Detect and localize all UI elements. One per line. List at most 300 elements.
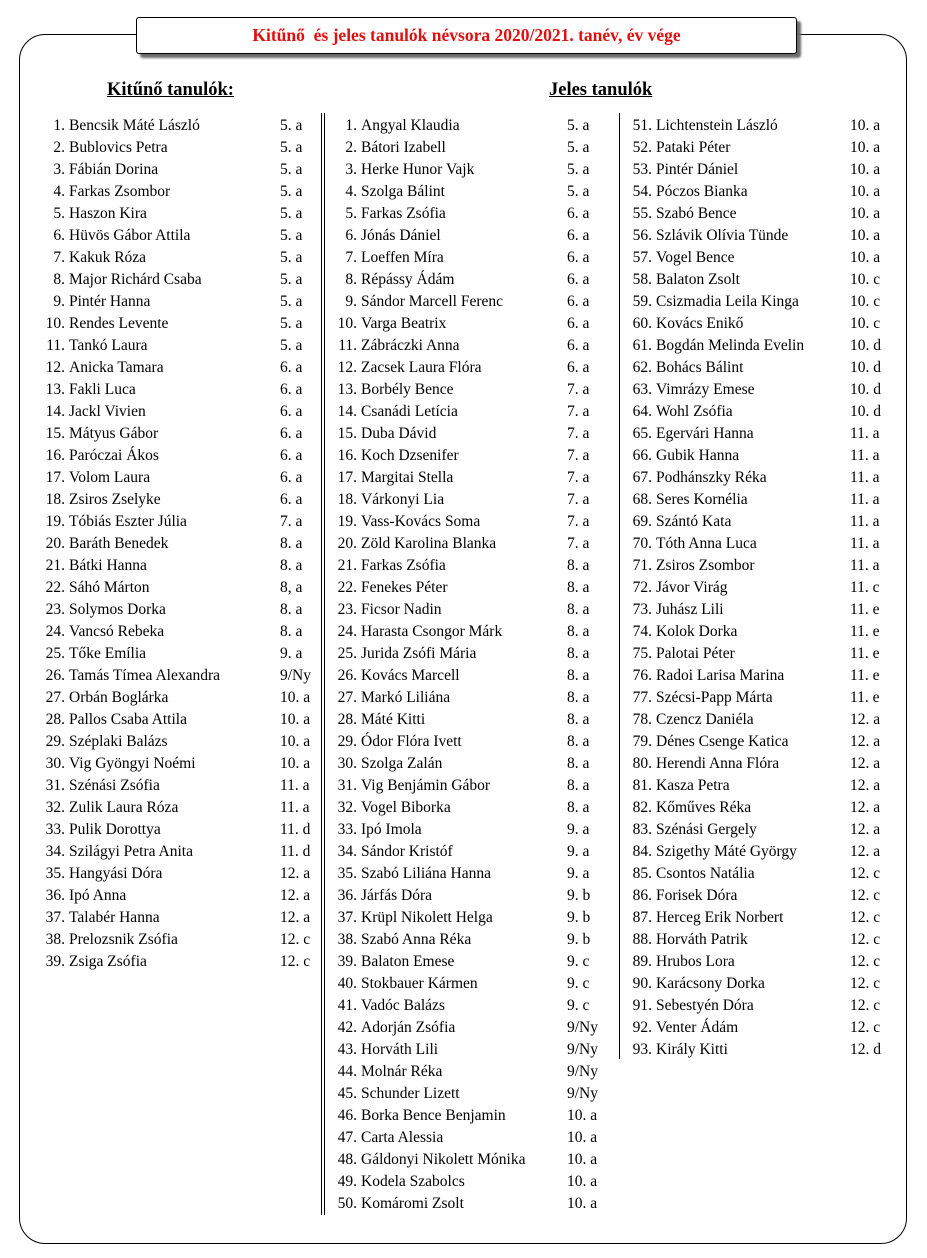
student-class: 8. a: [280, 601, 303, 618]
student-class: 6. a: [280, 359, 303, 376]
list-item: [622, 291, 892, 313]
student-name: Bohács Bálint: [656, 359, 744, 376]
student-name: Major Richárd Csaba: [69, 271, 202, 288]
student-class: 6. a: [280, 425, 303, 442]
student-class: 6. a: [280, 469, 303, 486]
list-item: [622, 379, 892, 401]
student-name: Radoi Larisa Marina: [656, 667, 785, 684]
student-class: 10. d: [850, 403, 881, 420]
student-name: Kovács Enikő: [656, 315, 744, 332]
list-item: [622, 841, 892, 863]
item-number: 70.: [632, 535, 652, 552]
student-class: 11. a: [850, 447, 880, 464]
item-number: 5.: [53, 205, 65, 222]
list-item: [35, 379, 310, 401]
student-class: 11. e: [850, 601, 880, 618]
student-name: Bátki Hanna: [69, 557, 147, 574]
list-item: [327, 1193, 612, 1215]
student-name: Baráth Benedek: [69, 535, 169, 552]
list-item: [622, 863, 892, 885]
student-class: 7. a: [567, 425, 590, 442]
item-number: 76.: [632, 667, 652, 684]
student-class: 12. a: [850, 777, 881, 794]
jelesek-list-2: [622, 115, 892, 1061]
student-class: 12. a: [850, 821, 881, 838]
student-class: 11. e: [850, 623, 880, 640]
list-item: [622, 731, 892, 753]
list-item: [327, 599, 612, 621]
jelesek-list-1: [327, 115, 612, 1215]
student-class: 6. a: [280, 447, 303, 464]
student-name: Zábráczki Anna: [361, 337, 460, 354]
student-class: 9. a: [567, 821, 590, 838]
list-item: [327, 555, 612, 577]
student-name: Farkas Zsófia: [361, 557, 446, 574]
list-item: [35, 269, 310, 291]
list-item: [35, 841, 310, 863]
title-box: [136, 17, 797, 54]
item-number: 80.: [632, 755, 652, 772]
item-number: 49.: [337, 1173, 357, 1190]
student-class: 6. a: [280, 491, 303, 508]
student-name: Fábián Dorina: [69, 161, 159, 178]
list-item: [622, 577, 892, 599]
student-name: Angyal Klaudia: [361, 117, 460, 134]
item-number: 14.: [45, 403, 65, 420]
item-number: 61.: [632, 337, 652, 354]
student-class: 9/Ny: [567, 1041, 598, 1058]
student-name: Zsiros Zsombor: [656, 557, 755, 574]
item-number: 42.: [337, 1019, 357, 1036]
student-class: 9. a: [567, 865, 590, 882]
student-class: 6. a: [567, 227, 590, 244]
item-number: 7.: [53, 249, 65, 266]
student-name: Borbély Bence: [361, 381, 454, 398]
list-item: [622, 797, 892, 819]
item-number: 2.: [53, 139, 65, 156]
student-class: 6. a: [280, 381, 303, 398]
item-number: 15.: [337, 425, 357, 442]
list-item: [35, 445, 310, 467]
student-class: 12. a: [850, 843, 881, 860]
student-name: Gáldonyi Nikolett Mónika: [361, 1151, 526, 1168]
student-class: 12. c: [280, 953, 311, 970]
item-number: 33.: [45, 821, 65, 838]
student-class: 10. a: [567, 1151, 598, 1168]
student-name: Mátyus Gábor: [69, 425, 159, 442]
list-item: [622, 335, 892, 357]
list-item: [622, 489, 892, 511]
student-name: Bublovics Petra: [69, 139, 168, 156]
item-number: 20.: [45, 535, 65, 552]
student-class: 6. a: [567, 293, 590, 310]
item-number: 40.: [337, 975, 357, 992]
kitunok-list: [35, 115, 310, 973]
list-item: [327, 1017, 612, 1039]
list-item: [622, 313, 892, 335]
item-number: 36.: [337, 887, 357, 904]
item-number: 56.: [632, 227, 652, 244]
item-number: 55.: [632, 205, 652, 222]
student-name: Tóth Anna Luca: [656, 535, 757, 552]
student-class: 7. a: [280, 513, 303, 530]
student-class: 12. c: [850, 953, 881, 970]
list-item: [35, 533, 310, 555]
student-name: Solymos Dorka: [69, 601, 166, 618]
list-item: [327, 357, 612, 379]
student-name: Ficsor Nadin: [361, 601, 442, 618]
student-name: Herke Hunor Vajk: [361, 161, 475, 178]
student-class: 12. a: [280, 887, 311, 904]
item-number: 32.: [337, 799, 357, 816]
item-number: 29.: [337, 733, 357, 750]
item-number: 22.: [337, 579, 357, 596]
item-number: 8.: [53, 271, 65, 288]
student-name: Wohl Zsófia: [656, 403, 733, 420]
list-item: [327, 313, 612, 335]
student-name: Jávor Virág: [656, 579, 728, 596]
item-number: 63.: [632, 381, 652, 398]
list-item: [622, 665, 892, 687]
student-name: Vimrázy Emese: [656, 381, 755, 398]
item-number: 16.: [45, 447, 65, 464]
list-item: [35, 885, 310, 907]
list-item: [327, 687, 612, 709]
student-class: 10. a: [850, 139, 881, 156]
list-item: [622, 885, 892, 907]
item-number: 37.: [337, 909, 357, 926]
item-number: 25.: [337, 645, 357, 662]
item-number: 32.: [45, 799, 65, 816]
student-name: Pataki Péter: [656, 139, 731, 156]
student-name: Tamás Tímea Alexandra: [69, 667, 220, 684]
student-class: 10. a: [567, 1195, 598, 1212]
student-name: Rendes Levente: [69, 315, 169, 332]
list-item: [35, 929, 310, 951]
student-class: 9/Ny: [567, 1085, 598, 1102]
list-item: [327, 819, 612, 841]
item-number: 31.: [337, 777, 357, 794]
student-name: Podhánszky Réka: [656, 469, 767, 486]
student-name: Zulik Laura Róza: [69, 799, 179, 816]
student-name: Hangyási Dóra: [69, 865, 163, 882]
list-item: [35, 643, 310, 665]
student-class: 5. a: [567, 183, 590, 200]
student-name: Carta Alessia: [361, 1129, 444, 1146]
student-name: Vig Benjámin Gábor: [361, 777, 491, 794]
student-name: Palotai Péter: [656, 645, 735, 662]
student-name: Szlávik Olívia Tünde: [656, 227, 789, 244]
student-name: Loeffen Míra: [361, 249, 444, 266]
student-class: 6. a: [280, 403, 303, 420]
student-name: Molnár Réka: [361, 1063, 443, 1080]
list-item: [327, 907, 612, 929]
item-number: 75.: [632, 645, 652, 662]
student-name: Hüvös Gábor Attila: [69, 227, 191, 244]
student-class: 5. a: [280, 183, 303, 200]
item-number: 92.: [632, 1019, 652, 1036]
item-number: 65.: [632, 425, 652, 442]
list-item: [327, 445, 612, 467]
student-name: Várkonyi Lia: [361, 491, 445, 508]
item-number: 66.: [632, 447, 652, 464]
item-number: 41.: [337, 997, 357, 1014]
student-name: Pallos Csaba Attila: [69, 711, 187, 728]
student-class: 11. d: [280, 821, 311, 838]
list-item: [327, 841, 612, 863]
item-number: 93.: [632, 1041, 652, 1058]
student-name: Sándor Marcell Ferenc: [361, 293, 504, 310]
list-item: [35, 731, 310, 753]
item-number: 17.: [45, 469, 65, 486]
item-number: 29.: [45, 733, 65, 750]
student-class: 6. a: [567, 271, 590, 288]
student-class: 9. c: [567, 975, 590, 992]
list-item: [622, 137, 892, 159]
item-number: 30.: [337, 755, 357, 772]
list-item: [327, 753, 612, 775]
list-item: [327, 247, 612, 269]
list-item: [327, 335, 612, 357]
student-name: Forisek Dóra: [656, 887, 738, 904]
item-number: 22.: [45, 579, 65, 596]
student-name: Markó Liliána: [361, 689, 451, 706]
student-class: 9. b: [567, 887, 591, 904]
student-name: Szigethy Máté György: [656, 843, 797, 860]
item-number: 8.: [345, 271, 357, 288]
list-item: [327, 577, 612, 599]
list-item: [35, 555, 310, 577]
list-item: [35, 775, 310, 797]
item-number: 91.: [632, 997, 652, 1014]
list-item: [622, 929, 892, 951]
list-item: [35, 423, 310, 445]
item-number: 21.: [337, 557, 357, 574]
list-item: [35, 599, 310, 621]
list-item: [327, 379, 612, 401]
item-number: 39.: [45, 953, 65, 970]
list-item: [327, 181, 612, 203]
item-number: 37.: [45, 909, 65, 926]
column-divider: [324, 113, 325, 1215]
item-number: 18.: [45, 491, 65, 508]
list-item: [327, 137, 612, 159]
student-class: 8. a: [567, 667, 590, 684]
list-item: [622, 1039, 892, 1061]
item-number: 14.: [337, 403, 357, 420]
student-class: 9. b: [567, 909, 591, 926]
item-number: 5.: [345, 205, 357, 222]
item-number: 58.: [632, 271, 652, 288]
item-number: 2.: [345, 139, 357, 156]
student-class: 12. d: [850, 1041, 881, 1058]
student-name: Kakuk Róza: [69, 249, 147, 266]
list-item: [35, 863, 310, 885]
list-item: [35, 709, 310, 731]
student-class: 12. a: [850, 733, 881, 750]
student-name: Herceg Erik Norbert: [656, 909, 784, 926]
student-class: 10. c: [850, 293, 881, 310]
student-class: 9/Ny: [567, 1063, 598, 1080]
student-class: 7. a: [567, 447, 590, 464]
item-number: 1.: [53, 117, 65, 134]
student-class: 5. a: [280, 117, 303, 134]
item-number: 13.: [45, 381, 65, 398]
student-name: Kasza Petra: [656, 777, 730, 794]
student-class: 6. a: [567, 205, 590, 222]
student-name: Szécsi-Papp Márta: [656, 689, 773, 706]
list-item: [622, 203, 892, 225]
list-item: [35, 291, 310, 313]
item-number: 39.: [337, 953, 357, 970]
item-number: 3.: [345, 161, 357, 178]
heading-kitunok: Kitűnő tanulók:: [107, 80, 234, 100]
list-item: [327, 423, 612, 445]
student-name: Póczos Bianka: [656, 183, 748, 200]
item-number: 54.: [632, 183, 652, 200]
student-class: 6. a: [567, 315, 590, 332]
item-number: 1.: [345, 117, 357, 134]
item-number: 52.: [632, 139, 652, 156]
item-number: 12.: [337, 359, 357, 376]
student-class: 10. a: [850, 183, 881, 200]
student-class: 8. a: [567, 711, 590, 728]
student-class: 9. a: [567, 843, 590, 860]
student-class: 5. a: [280, 337, 303, 354]
student-name: Pintér Hanna: [69, 293, 151, 310]
student-class: 8. a: [567, 777, 590, 794]
list-item: [35, 951, 310, 973]
student-name: Fakli Luca: [69, 381, 136, 398]
item-number: 4.: [345, 183, 357, 200]
item-number: 34.: [45, 843, 65, 860]
item-number: 30.: [45, 755, 65, 772]
student-class: 9. c: [567, 997, 590, 1014]
student-class: 9. c: [567, 953, 590, 970]
list-item: [35, 819, 310, 841]
student-class: 10. d: [850, 337, 881, 354]
list-item: [35, 665, 310, 687]
student-name: Seres Kornélia: [656, 491, 748, 508]
list-item: [35, 907, 310, 929]
list-item: [622, 181, 892, 203]
student-class: 12. c: [280, 931, 311, 948]
student-name: Venter Ádám: [656, 1019, 739, 1036]
student-name: Ipó Anna: [69, 887, 127, 904]
student-name: Koch Dzsenifer: [361, 447, 459, 464]
list-item: [35, 115, 310, 137]
list-item: [35, 247, 310, 269]
student-class: 9/Ny: [280, 667, 311, 684]
student-name: Horváth Lili: [361, 1041, 439, 1058]
list-item: [327, 115, 612, 137]
student-class: 7. a: [567, 469, 590, 486]
list-item: [35, 797, 310, 819]
list-item: [35, 159, 310, 181]
student-name: Kőműves Réka: [656, 799, 752, 816]
item-number: 10.: [45, 315, 65, 332]
student-name: Bencsik Máté László: [69, 117, 200, 134]
item-number: 16.: [337, 447, 357, 464]
list-item: [35, 753, 310, 775]
student-class: 10. a: [280, 733, 311, 750]
item-number: 44.: [337, 1063, 357, 1080]
student-class: 7. a: [567, 381, 590, 398]
student-class: 8. a: [280, 557, 303, 574]
item-number: 68.: [632, 491, 652, 508]
student-class: 8. a: [567, 689, 590, 706]
student-name: Schunder Lizett: [361, 1085, 460, 1102]
student-name: Kovács Marcell: [361, 667, 460, 684]
list-item: [622, 775, 892, 797]
student-name: Csontos Natália: [656, 865, 755, 882]
item-number: 88.: [632, 931, 652, 948]
item-number: 38.: [337, 931, 357, 948]
student-class: 10. d: [850, 359, 881, 376]
list-item: [327, 1105, 612, 1127]
student-name: Széplaki Balázs: [69, 733, 168, 750]
item-number: 50.: [337, 1195, 357, 1212]
item-number: 74.: [632, 623, 652, 640]
student-name: Szántó Kata: [656, 513, 732, 530]
item-number: 85.: [632, 865, 652, 882]
student-name: Kolok Dorka: [656, 623, 738, 640]
list-item: [327, 203, 612, 225]
student-class: 5. a: [280, 139, 303, 156]
student-name: Bátori Izabell: [361, 139, 446, 156]
list-item: [622, 115, 892, 137]
item-number: 69.: [632, 513, 652, 530]
item-number: 15.: [45, 425, 65, 442]
student-class: 9. a: [280, 645, 303, 662]
list-item: [622, 599, 892, 621]
student-name: Egervári Hanna: [656, 425, 754, 442]
student-class: 11. a: [280, 777, 310, 794]
list-item: [35, 203, 310, 225]
student-name: Pulik Dorottya: [69, 821, 161, 838]
item-number: 24.: [337, 623, 357, 640]
item-number: 35.: [337, 865, 357, 882]
student-class: 5. a: [567, 117, 590, 134]
student-class: 8. a: [567, 579, 590, 596]
student-name: Szénási Zsófia: [69, 777, 160, 794]
list-item: [327, 401, 612, 423]
student-name: Prelozsnik Zsófia: [69, 931, 178, 948]
student-name: Krüpl Nikolett Helga: [361, 909, 493, 926]
item-number: 64.: [632, 403, 652, 420]
student-class: 6. a: [567, 249, 590, 266]
item-number: 35.: [45, 865, 65, 882]
student-class: 11. e: [850, 645, 880, 662]
student-class: 12. a: [850, 755, 881, 772]
student-name: Király Kitti: [656, 1041, 728, 1058]
list-item: [327, 643, 612, 665]
list-item: [622, 687, 892, 709]
student-class: 11. e: [850, 667, 880, 684]
student-name: Vogel Bence: [656, 249, 735, 266]
student-name: Szilágyi Petra Anita: [69, 843, 193, 860]
list-item: [35, 181, 310, 203]
list-item: [327, 291, 612, 313]
student-name: Harasta Csongor Márk: [361, 623, 503, 640]
item-number: 17.: [337, 469, 357, 486]
student-class: 11. c: [850, 579, 880, 596]
list-item: [622, 907, 892, 929]
item-number: 4.: [53, 183, 65, 200]
item-number: 25.: [45, 645, 65, 662]
item-number: 73.: [632, 601, 652, 618]
student-class: 8, a: [280, 579, 303, 596]
